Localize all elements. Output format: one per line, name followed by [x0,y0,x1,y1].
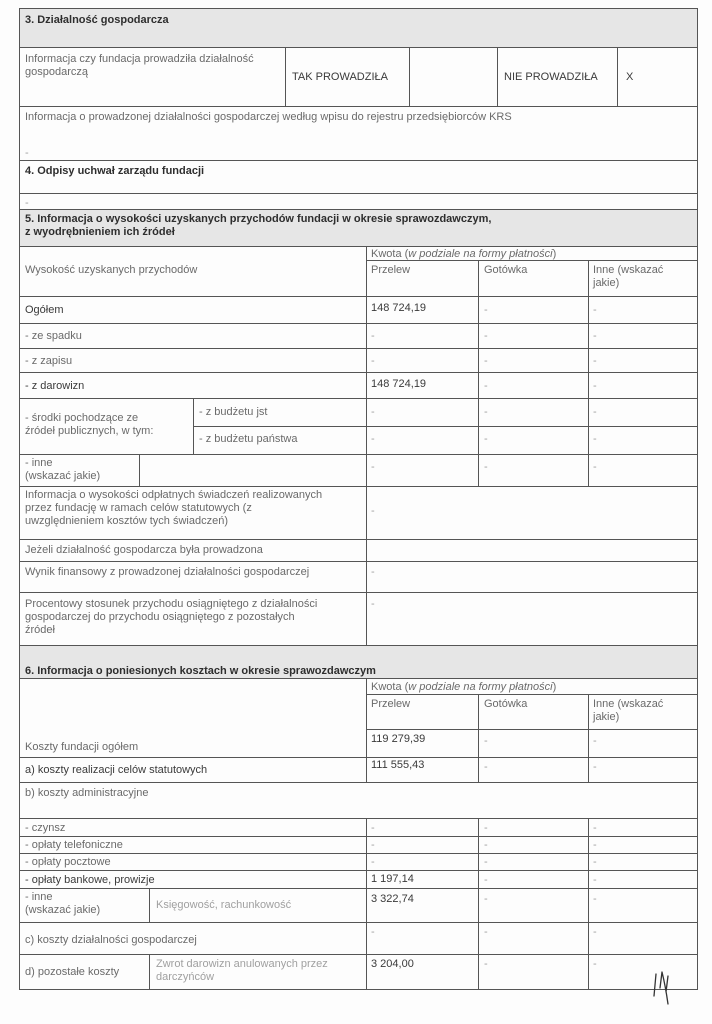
costs-statutowe-przelew: 111 555,43 [371,759,425,771]
krs-info: Informacja o prowadzonej działalności gospodarczej według wpisu do rejestru przedsiębiorców KRS [25,111,512,123]
wynik-value: - [371,566,375,578]
income-row-header: Wysokość uzyskanych przychodów [25,264,198,276]
costs-inne-desc: Księgowość, rachunkowość [156,899,292,911]
costs-dzialalnosc-label: c) koszty działalności gospodarczej [25,934,197,946]
section4-value: - [25,197,29,209]
costs-bank-label: - opłaty bankowe, prowizje [25,874,155,886]
budzet-jst-label: - z budżetu jst [199,406,268,418]
costs-inne-label: - inne (wskazać jakie) [25,891,101,916]
section4-title: 4. Odpisy uchwał zarządu fundacji [25,165,205,177]
handwritten-signature [650,968,680,1008]
nie-value: X [626,71,634,83]
income-inne-label: - inne (wskazać jakie) [25,457,101,482]
costs-poczta-label: - opłaty pocztowe [25,856,111,868]
costs-telefon-label: - opłaty telefoniczne [25,839,123,851]
tak-label: TAK PROWADZIŁA [292,71,388,83]
col-inne: Inne (wskazać jakie) [593,264,664,289]
costs-pozostale-label: d) pozostałe koszty [25,966,120,978]
costs-inne-przelew: 3 322,74 [371,893,414,905]
nie-label: NIE PROWADZIŁA [504,71,598,83]
costs-ogolem-przelew: 119 279,39 [371,733,426,745]
costs-czynsz-label: - czynsz [25,822,66,834]
odplatne-value: - [371,505,375,517]
costs-statutowe-label: a) koszty realizacji celów statutowych [25,764,208,776]
income-public-label: - środki pochodzące ze źródeł publicznych, w tym: [25,412,154,437]
income-darowizny-label: - z darowizn [25,380,85,392]
income-ogolem-label: Ogółem [25,304,64,316]
budzet-panstwa-label: - z budżetu państwa [199,433,298,445]
costs-col-inne: Inne (wskazać jakie) [593,698,664,723]
col-gotowka: Gotówka [484,264,528,276]
income-darowizny-przelew: 148 724,19 [371,378,427,390]
costs-pozostale-desc: Zwrot darowizn anulowanych przez darczyńców [156,958,328,983]
krs-value: - [25,147,29,159]
income-ogolem-przelew: 148 724,19 [371,302,427,314]
income-zapis-label: - z zapisu [25,355,73,367]
procent-value: - [371,598,375,610]
costs-col-przelew: Przelew [371,698,411,710]
odplatne-label: Informacja o wysokości odpłatnych świadczeń realizowanych przez fundację w ramach celów statutowych (z uwzględnieniem kosztów tych świadczeń) [25,489,323,527]
document-page: 3. Działalność gospodarcza Informacja czy fundacja prowadziła działalność gospodarczą TAK PROWADZIŁA NIE PROWADZIŁA X Informacja o prowadzonej działalności gospodarczej według wpisu do rejestru przedsiębiorców KRS - 4. Odpisy uchwał zarządu fundacji - 5. Informacja o wysokości uzyskanych przychodów fundacji w okresie sprawozdawczym, z wyodrębnieniem ich źródeł Kwota (w podziale na formy płatności) Wysokość uzyskanych przychodów Przelew Gotówka Inne (wskazać jakie) Ogółem 148 724,19 - - - ze spadku - - - - z zapisu - - - - z darowizn 148 724,19 - - - środki pochodzące ze źródeł publicznych, w tym: - z budżetu jst - - - - z budżetu państwa - - - - inne (wskazać jakie) - - - Informacja o wysokości odpłatnych świadczeń realizowanych przez fundację w ramach celów statutowych (z uwzględnieniem kosztów tych świadczeń) - Jeżeli działalność gospodarcza była prowadzona Wynik finansowy z prowadzonej działalności gospodarczej - Procentowy stosunek przychodu osiągniętego z działalności gospodarczej do przychodu osiągniętego z pozostałych źródeł - 6. Informacja o poniesionych kosztach w okresie sprawozdawczym Kwota (w podziale na formy płatności) Przelew Gotówka Inne (wskazać jakie) Koszty fundacji ogółem 119 279,39 - - a) koszty realizacji celów statutowych 111 555,43 - - b) koszty administracyjne - czynsz - - - - opłaty telefoniczne - - - - opłaty pocztowe - - - - opłaty bankowe, prowizje 1 197,14 - - - inne (wskazać jakie) Księgowość, rachunkowość 3 322,74 - - c) koszty działalności gospodarczej - - - d) pozostałe koszty Zwrot darowizn anulowanych przez darczyńców 3 204,00 - - [0,0,712,1024]
wynik-label: Wynik finansowy z prowadzonej działalności gospodarczej [25,566,310,578]
kwota-header-costs: Kwota (w podziale na formy płatności) [371,681,557,693]
section3-question: Informacja czy fundacja prowadziła działalność gospodarczą [25,53,254,78]
section5-title: 5. Informacja o wysokości uzyskanych przychodów fundacji w okresie sprawozdawczym, z wyodrębnieniem ich źródeł [25,213,492,238]
costs-admin-label: b) koszty administracyjne [25,787,149,799]
costs-ogolem-label: Koszty fundacji ogółem [25,741,139,753]
costs-col-gotowka: Gotówka [484,698,528,710]
col-przelew: Przelew [371,264,411,276]
jezeli-label: Jeżeli działalność gospodarcza była prowadzona [25,544,263,556]
costs-bank-przelew: 1 197,14 [371,873,414,885]
section6-title: 6. Informacja o poniesionych kosztach w okresie sprawozdawczym [25,665,376,677]
section3-title: 3. Działalność gospodarcza [25,14,169,26]
costs-pozostale-przelew: 3 204,00 [371,958,414,970]
procent-label: Procentowy stosunek przychodu osiągniętego z działalności gospodarczej do przychodu osiągniętego z pozostałych źródeł [25,598,318,636]
income-spadek-label: - ze spadku [25,330,82,342]
kwota-header: Kwota (w podziale na formy płatności) [371,248,557,260]
